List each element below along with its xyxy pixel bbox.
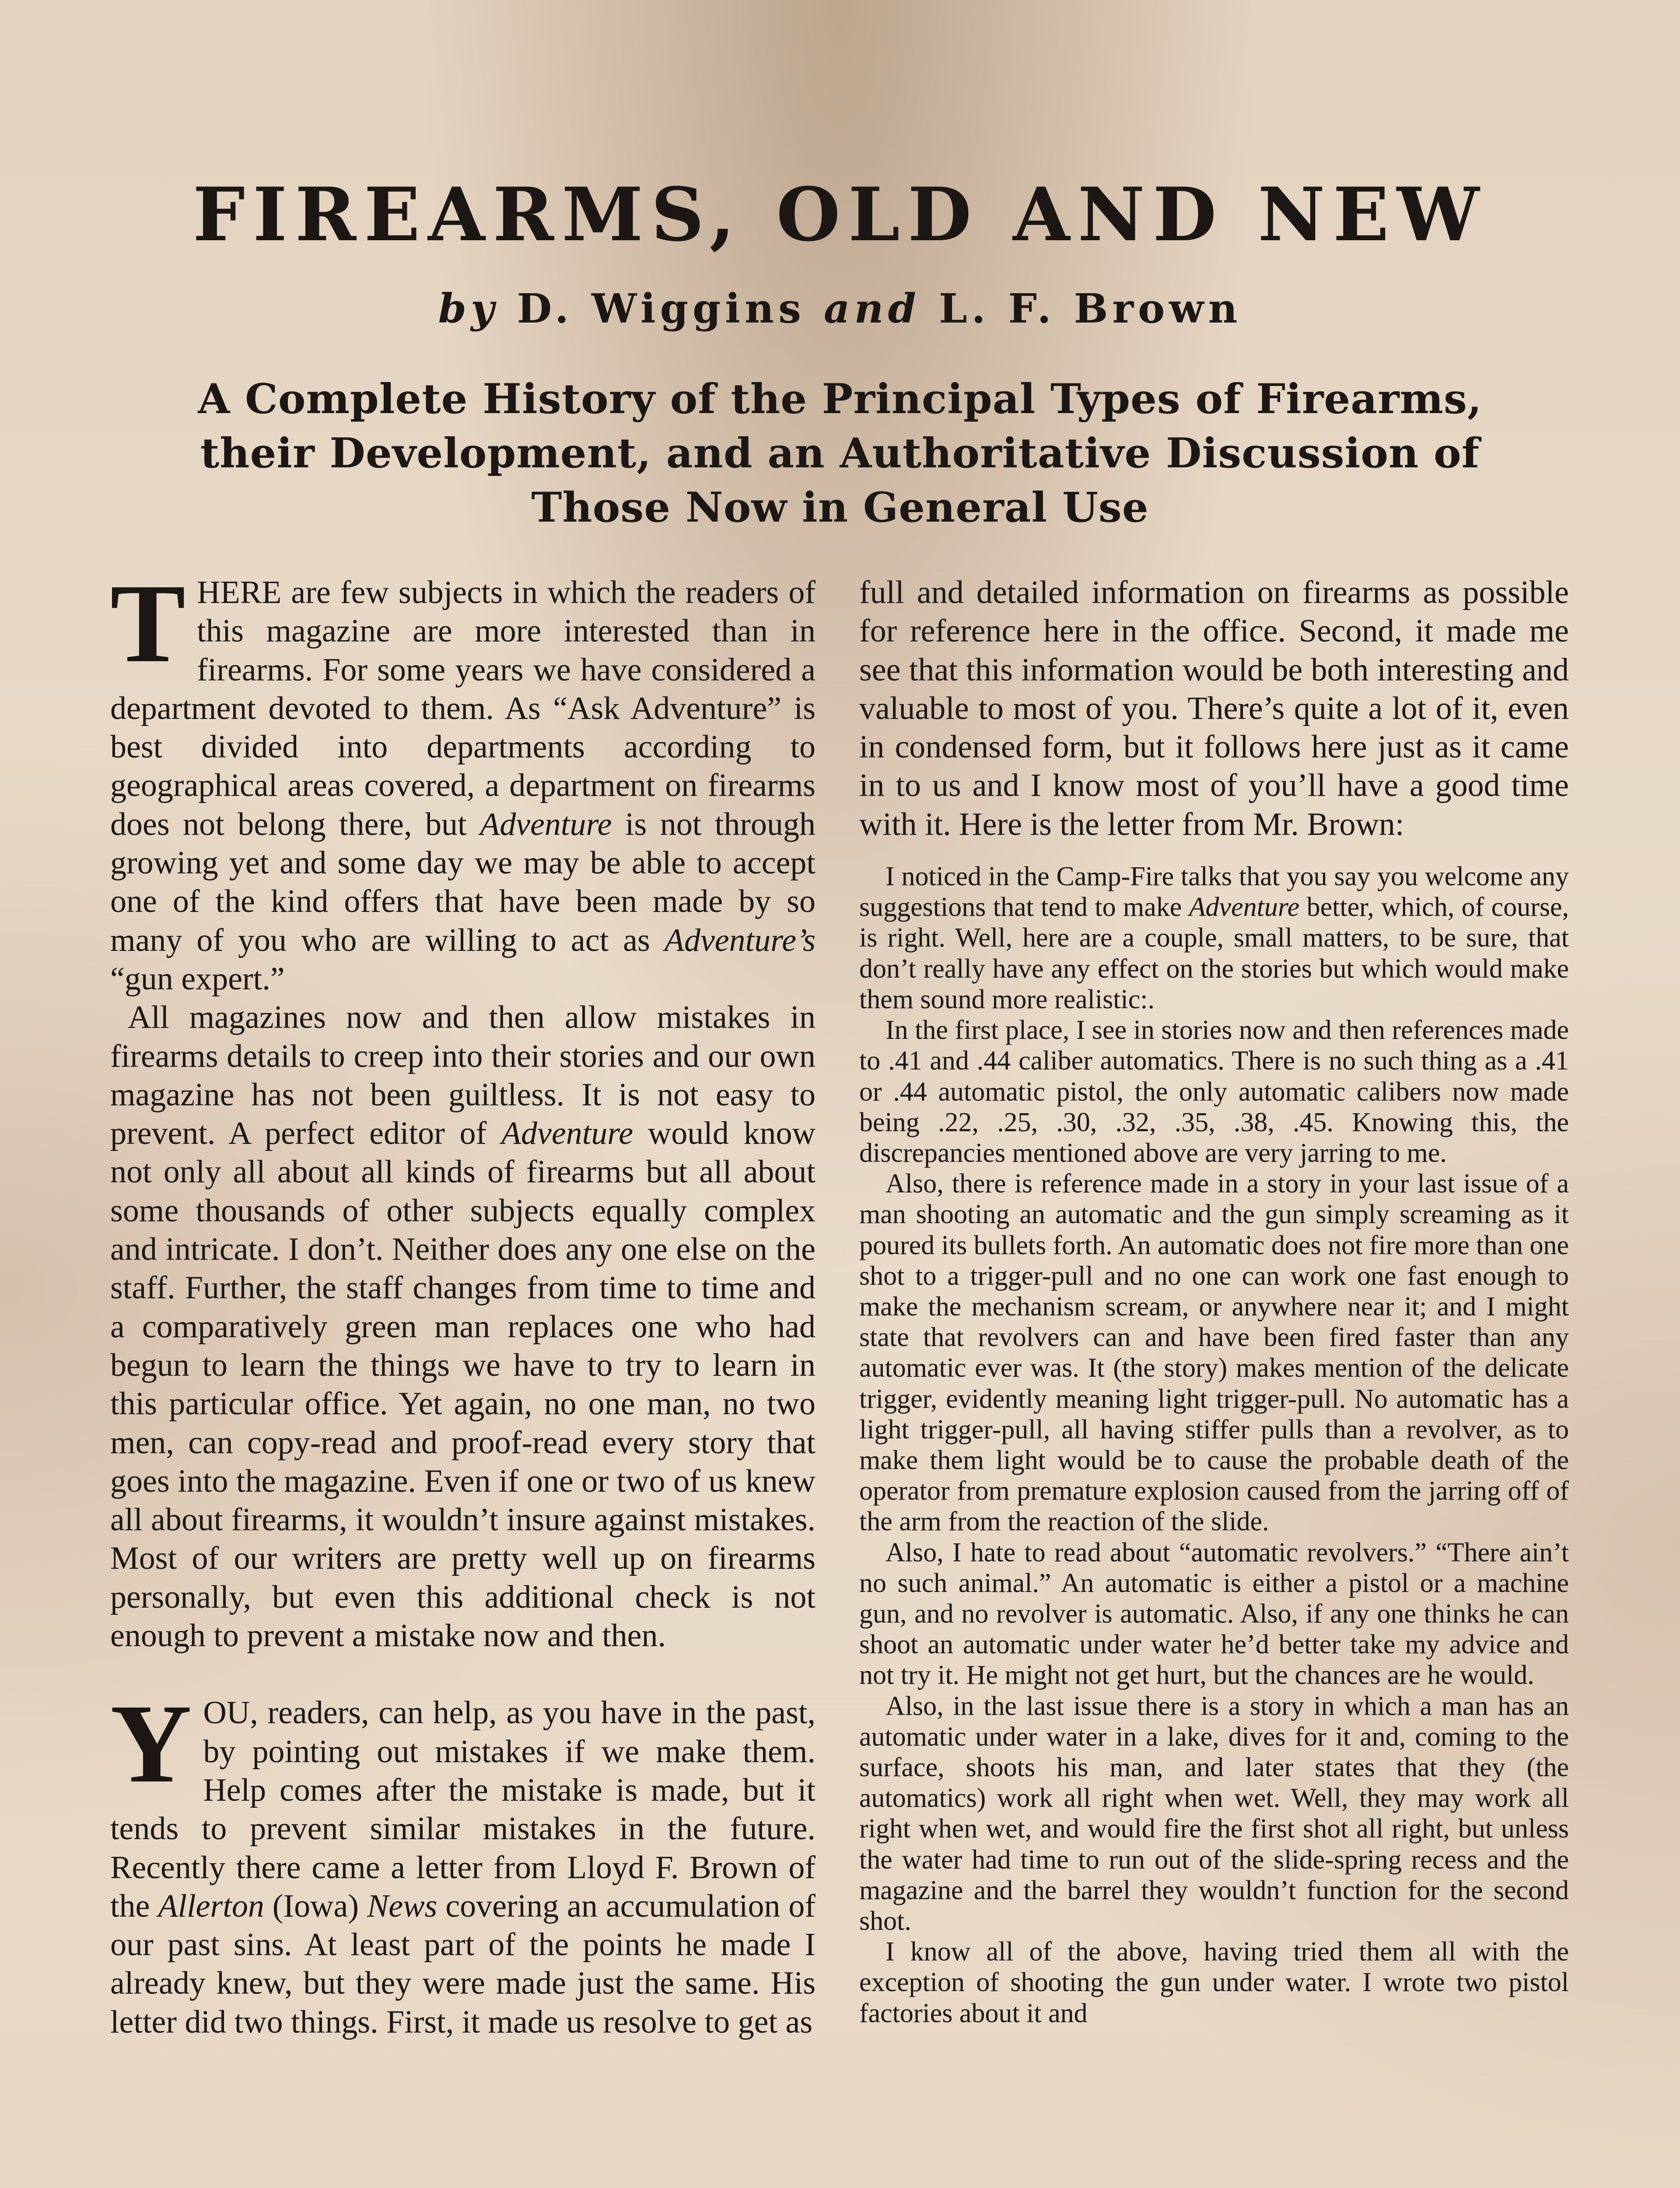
paragraph — [110, 998, 816, 1655]
letter-paragraph: In the first place, I see in stories now and then references made to .41 and .44 caliber automatics. There is no such thing as a .41 or .44 automatic pistol, the only automatic calibers now made being .22, .25, .30, .32, .35, .38, .45. Knowing this, the discrepancies mentioned above are very jarring to me. — [859, 1015, 1569, 1168]
paragraph-text: would know not only all about all kinds of firearms but all about some thousands of other subjects equally complex and intricate. I don’t. Neither does any one else on the staff. Further, the staff changes from time to time and a comparatively green man replaces one who had begun to learn the things we have to try to learn in this particular office. Yet again, no one man, no two men, can copy-read and proof-read every story that goes into the magazine. Even if one or two of us knew all about firearms, it wouldn’t insure against mistakes. Most of our writers are pretty well up on firearms personally, but even this additional check is not enough to prevent a mistake now and then. — [110, 1115, 816, 1654]
subtitle-line: A Complete History of the Principal Types of Firearms, — [198, 375, 1482, 423]
drop-cap: T — [110, 561, 186, 686]
lead-in-smallcaps: HERE — [197, 575, 282, 610]
byline — [0, 284, 1680, 333]
paragraph — [110, 1681, 816, 2041]
paragraph-text: All magazines now and then allow mistakes in firearms details to creep into their stories and our own magazine has not been guiltless. It is not easy to prevent. A perfect editor of — [110, 999, 816, 1152]
article-title: FIREARMS, OLD AND NEW — [192, 171, 1488, 258]
paragraph: full and detailed information on firearms as possible for reference here in the office. Second, it made me see that this information would be both interesting and valuable to most of you. There’s quite a lot of it, even in condensed form, but it follows here just as it came in to us and I know most of you’ll have a good time with it. Here is the letter from Mr. Brown: — [859, 575, 1569, 842]
subtitle-line: their Development, and an Authoritative Discussion of — [200, 429, 1480, 477]
drop-cap: Y — [110, 1681, 192, 1806]
italic-text: Allerton — [158, 1888, 264, 1924]
quoted-letter — [859, 861, 1569, 2029]
left-column — [110, 561, 816, 2041]
italic-text: Adventure’s — [664, 922, 816, 958]
paragraph-text: , readers, can help, as you have in the past, by pointing out mistakes if we make them. Help comes after the mistake is made, but it tends to prevent similar mistakes in the future. Recently there came a letter from Lloyd F. Brown of the — [110, 1695, 816, 1924]
letter-paragraph: I know all of the above, having tried them all with the exception of shooting the gun under water. I wrote two pistol factories about it and — [859, 1937, 1569, 2028]
subtitle-line: Those Now in General Use — [531, 484, 1149, 532]
lead-in-smallcaps: OU — [203, 1695, 250, 1731]
right-column — [859, 573, 1569, 2029]
byline-and: and — [823, 285, 920, 332]
paragraph-text: “gun expert.” — [110, 961, 285, 997]
paragraph-text: I noticed in the Camp-Fire talks that you say you welcome any suggestions that tend to make — [859, 862, 1569, 922]
paragraph-text: (Iowa) — [264, 1888, 367, 1924]
letter-paragraph — [859, 861, 1569, 1015]
letter-paragraph: Also, there is reference made in a story in your last issue of a man shooting an automatic and the gun simply screaming as it poured its bullets forth. An automatic does not fire more than one shot to a trigger-pull and no one can work one fast enough to make the mechanism scream, or anywhere near it; and I might state that revolvers can and have been fired faster than any automatic ever was. It (the story) makes mention of the delicate trigger, evidently meaning light trigger-pull. No automatic has a light trigger-pull, all having stiffer pulls than a revolver, as to make them light would be to cause the probable death of the operator from premature explosion caused from the jarring off of the arm from the reaction of the slide. — [859, 1169, 1569, 1537]
letter-paragraph: Also, in the last issue there is a story in which a man has an automatic under water in a lake, dives for it and, coming to the surface, shoots his man, and later states that they (the automatics) work all right when wet. Well, they may work all right when wet, and would fire the first shot all right, but unless the water had time to run out of the slide-spring recess and the magazine and the barrel they wouldn’t function for the second shot. — [859, 1691, 1569, 1936]
letter-paragraph: Also, I hate to read about “automatic revolvers.” “There ain’t no such animal.” An automatic is either a pistol or a machine gun, and no revolver is automatic. Also, if any one thinks he can shoot an automatic under water he’d better take my advice and not try it. He might not get hurt, but the chances are he would. — [859, 1537, 1569, 1690]
italic-text: Adventure — [501, 1115, 634, 1152]
italic-text: News — [367, 1888, 438, 1924]
author-name: D. Wiggins — [517, 285, 805, 332]
italic-text: Adventure — [1189, 892, 1300, 922]
italic-text: Adventure — [480, 806, 612, 842]
article-subtitle — [105, 372, 1575, 535]
byline-by: by — [438, 285, 499, 332]
paragraph-text: is not through growing yet and some day we may be able to accept one of the kind offers that have been made by so many of you who are willing to act as — [110, 806, 816, 958]
section-gap — [110, 1655, 816, 1694]
paragraph — [110, 561, 816, 998]
paragraph-text: are few subjects in which the readers of this magazine are more interested than in firearms. For some years we have considered a department devoted to them. As “Ask Adventure” is best divided into departments according to geographical areas covered, a department on firearms does not belong there, but — [110, 575, 816, 842]
author-name: L. F. Brown — [938, 285, 1242, 332]
paragraph-text: better, which, of course, is right. Well, here are a couple, small matters, to be sure, that don’t really have any effect on the stories but which would make them sound more realistic:. — [859, 892, 1569, 1014]
paragraph-text: covering an accumulation of our past sins. At least part of the points he made I already knew, but they were made just the same. His letter did two things. First, it made us resolve to get as — [110, 1888, 816, 2040]
